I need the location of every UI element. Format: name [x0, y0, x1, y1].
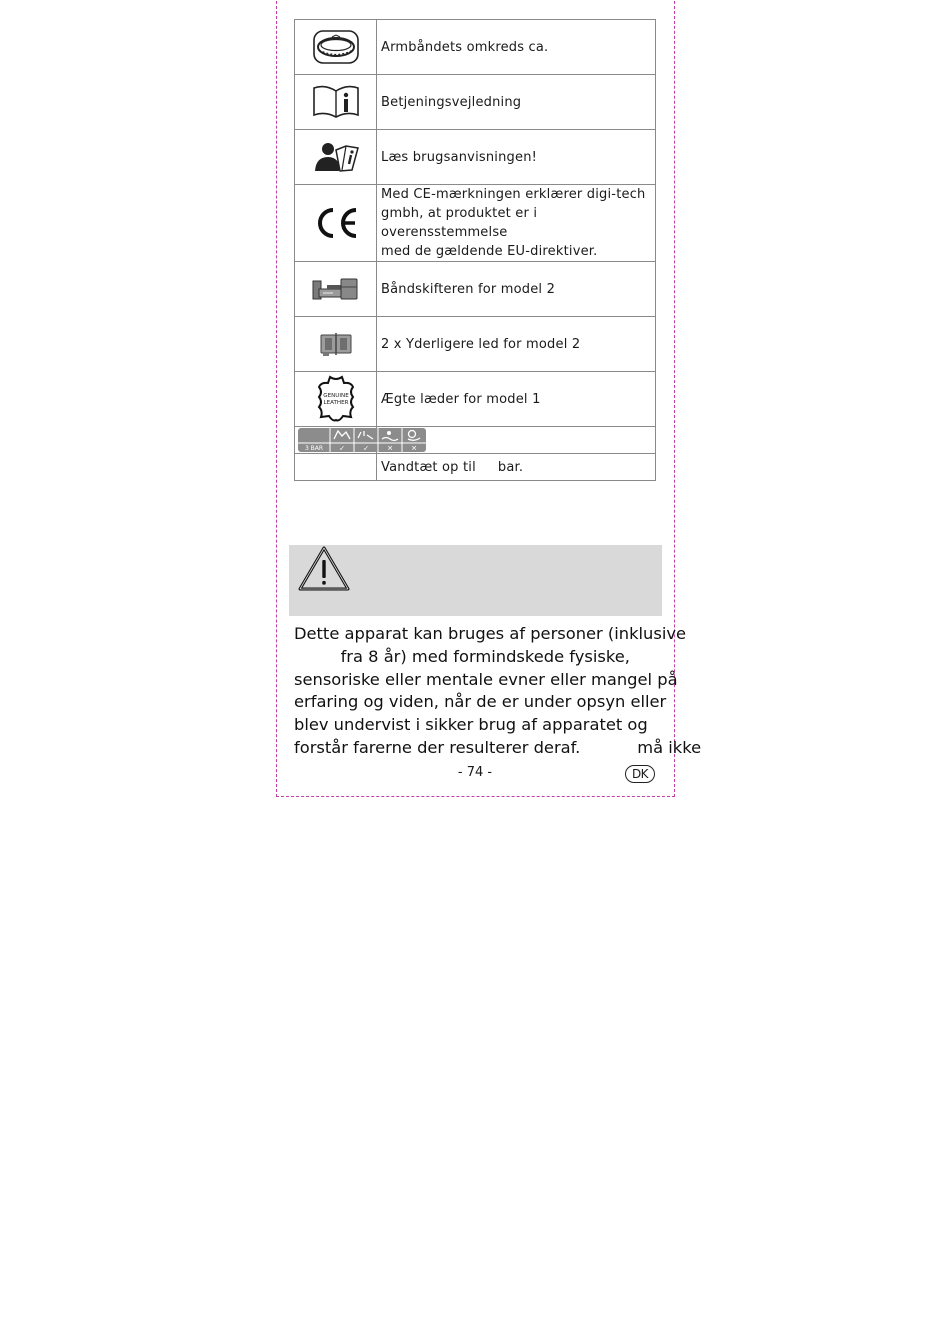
- symbol-description: [377, 185, 656, 262]
- icon-cell: [295, 427, 417, 454]
- body-line: sensoriske eller mentale evner eller mangel på: [294, 669, 678, 689]
- read-instructions-icon: [312, 140, 360, 174]
- body-line: erfaring og viden, når de er under opsyn eller: [294, 692, 667, 712]
- water-mark: ✓: [339, 444, 345, 453]
- water-resistance-chart: [297, 427, 427, 453]
- bar-rating-label: 3 BAR: [304, 445, 324, 452]
- ce-mark-icon: [312, 206, 360, 240]
- ce-line-3: med de gældende EU-direktiver.: [381, 244, 598, 259]
- bracelet-circumference-icon: [312, 29, 360, 65]
- body-line: fra 8 år) med formindskede fysiske,: [294, 646, 630, 666]
- ce-line-1: Med CE-mærkningen erklærer digi-tech: [381, 187, 646, 202]
- waterproof-text-post: bar.: [497, 459, 524, 475]
- waterproof-text-pre: Vandtæt op til: [381, 459, 476, 475]
- band-shifter-icon: [311, 275, 361, 303]
- icon-cell: [295, 20, 377, 75]
- page-number: - 74 -: [457, 765, 493, 780]
- water-mark: ✓: [363, 444, 369, 453]
- symbol-description: Armbåndets omkreds ca.: [377, 20, 656, 75]
- table-row: [295, 372, 656, 427]
- genuine-leather-icon: [316, 375, 356, 423]
- symbol-description: Betjeningsvejledning: [377, 75, 656, 130]
- manual-book-icon: [311, 84, 361, 120]
- icon-cell: [295, 317, 377, 372]
- table-row: [295, 75, 656, 130]
- water-mark: ✕: [387, 444, 393, 453]
- symbol-description: Båndskifteren for model 2: [377, 262, 656, 317]
- svg-text:LEATHER: LEATHER: [322, 400, 349, 406]
- body-line: blev undervist i sikker brug af apparatet og: [294, 715, 648, 735]
- warning-triangle-icon: [297, 545, 351, 593]
- empty-cell: [295, 454, 377, 481]
- ce-line-2: gmbh, at produktet er i overensstemmelse: [381, 206, 538, 240]
- icon-cell: [295, 130, 377, 185]
- symbol-table: [294, 19, 656, 481]
- safety-paragraph: [294, 623, 702, 760]
- symbol-description: 2 x Yderligere led for model 2: [377, 317, 656, 372]
- body-line: forstår farerne der resulterer deraf. må ikke: [294, 737, 702, 757]
- water-mark: ✕: [411, 444, 417, 453]
- country-badge: DK: [625, 765, 655, 783]
- table-row: [295, 454, 656, 481]
- table-row: [295, 427, 656, 454]
- table-row: [295, 20, 656, 75]
- warning-banner: [289, 545, 662, 616]
- icon-cell: [295, 372, 377, 427]
- extra-link-icon: [319, 330, 353, 358]
- table-row: [295, 317, 656, 372]
- table-row: [295, 130, 656, 185]
- icon-cell: [295, 262, 377, 317]
- table-row: [295, 262, 656, 317]
- table-row: [295, 185, 656, 262]
- body-line: Dette apparat kan bruges af personer (inklusive: [294, 624, 687, 643]
- symbol-description: Ægte læder for model 1: [377, 372, 656, 427]
- icon-cell: [295, 75, 377, 130]
- symbol-description: Læs brugsanvisningen!: [377, 130, 656, 185]
- waterproof-description: [377, 454, 656, 481]
- icon-cell: [295, 185, 377, 262]
- svg-text:GENUINE: GENUINE: [322, 393, 349, 399]
